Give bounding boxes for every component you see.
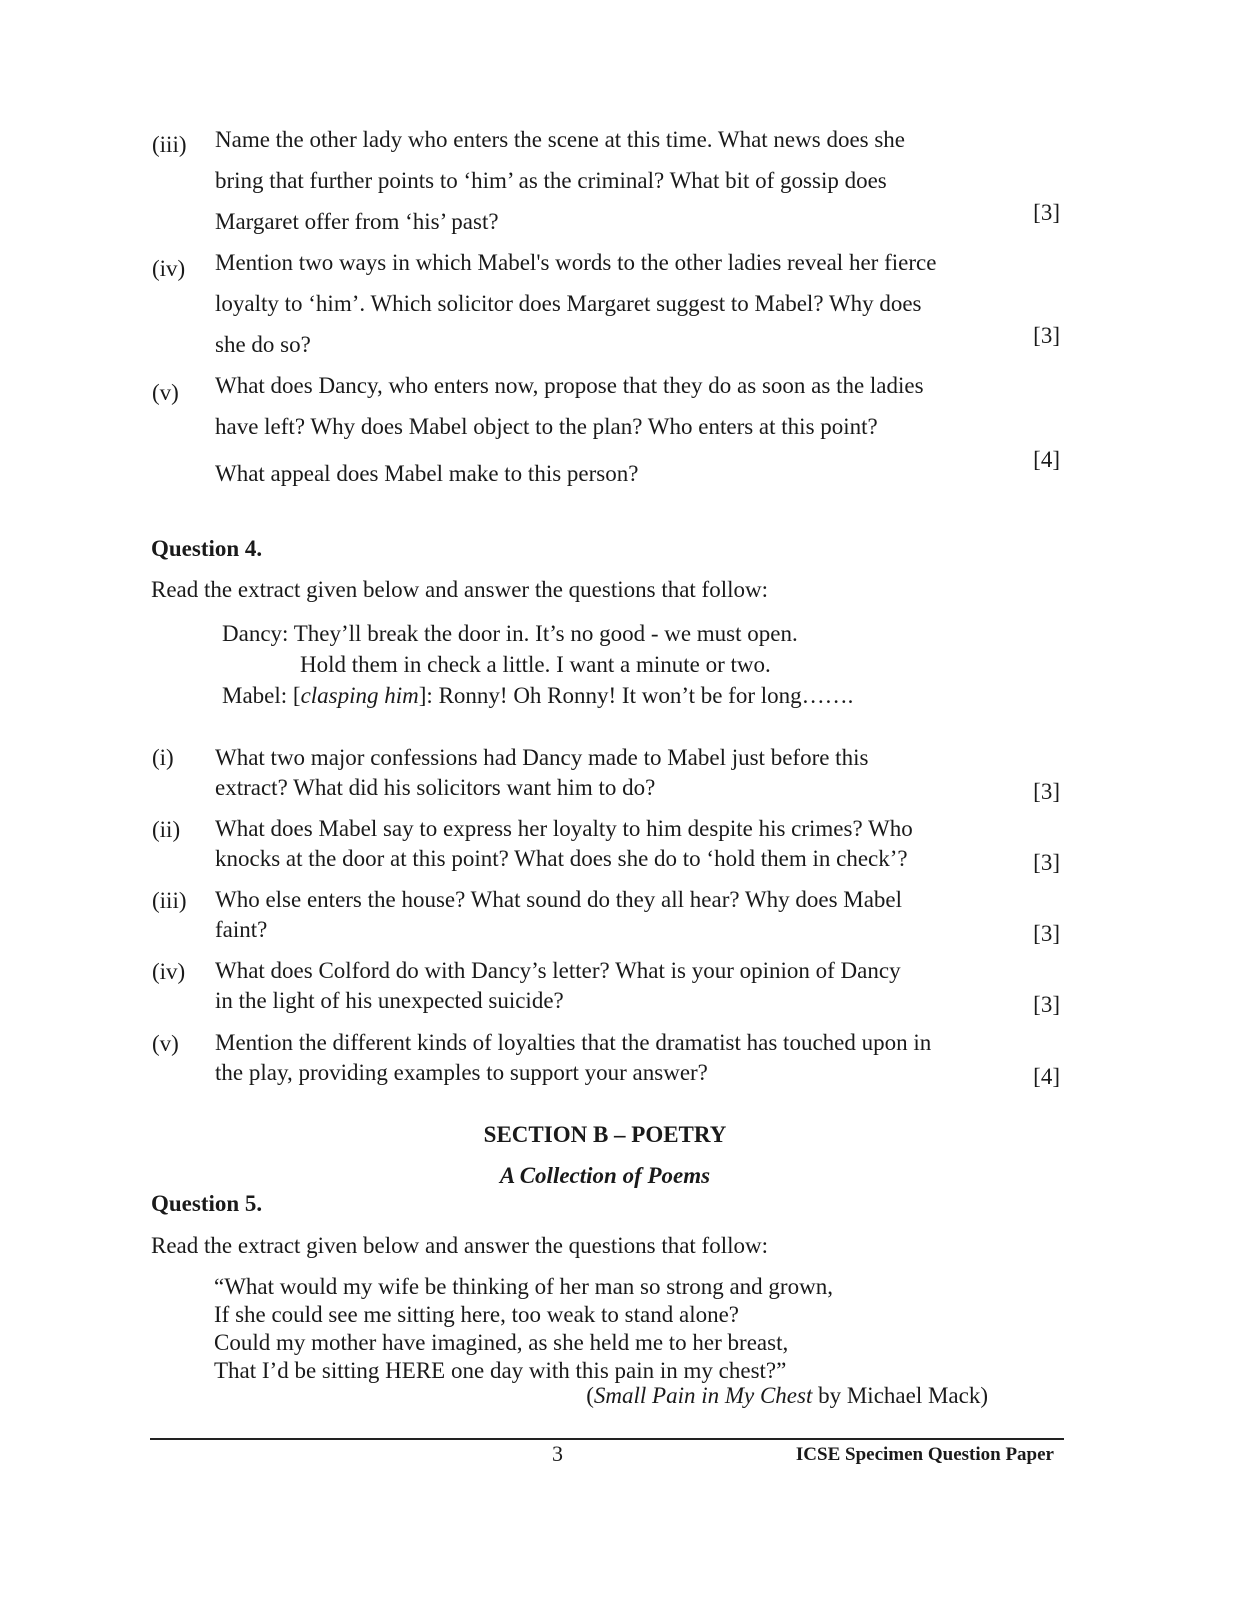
- question-5-heading: Question 5.: [151, 1191, 263, 1216]
- question-4-heading: Question 4.: [151, 536, 263, 561]
- footer-rule: [150, 1438, 1064, 1440]
- marks: [3]: [1033, 992, 1060, 1017]
- page-number: 3: [552, 1441, 563, 1466]
- item-text: What does Colford do with Dancy’s letter? What is your opinion of Dancy in the light of his unexpected suicide?: [215, 958, 901, 1013]
- poem-citation: (Small Pain in My Chest by Michael Mack): [586, 1383, 988, 1408]
- question-5-instruction: Read the extract given below and answer the questions that follow:: [151, 1233, 768, 1258]
- item-number: (v): [152, 380, 179, 405]
- item-number: (ii): [152, 817, 181, 842]
- marks: [3]: [1033, 850, 1060, 875]
- marks: [3]: [1033, 921, 1060, 946]
- footer-label: ICSE Specimen Question Paper: [795, 1444, 1054, 1465]
- item-number: (v): [152, 1031, 179, 1056]
- marks: [3]: [1033, 323, 1060, 348]
- item-text: Name the other lady who enters the scene at this time. What news does she bring that further points to ‘him’ as the criminal? What bit of gossip does Margaret offer from ‘his’ past?: [215, 127, 906, 234]
- section-title: SECTION B – POETRY: [483, 1122, 727, 1147]
- question-4-extract: Dancy: They’ll break the door in. It’s no good - we must open. Hold them in check a little. I want a minute or two. Mabel: [clasping him]: Ronny! Oh Ronny! It won’t be for long…….: [222, 621, 854, 708]
- section-subtitle: A Collection of Poems: [499, 1163, 711, 1188]
- poem-extract: “What would my wife be thinking of her man so strong and grown, If she could see me sitting here, too weak to stand alone? Could my mother have imagined, as she held me to her breast, That I’d be sitting HERE one day with this pain in my chest?”: [214, 1274, 833, 1383]
- item-number: (iii): [152, 132, 187, 157]
- marks: [4]: [1033, 447, 1060, 472]
- item-number: (iv): [152, 256, 186, 281]
- item-text: Who else enters the house? What sound do they all hear? Why does Mabel faint?: [215, 887, 903, 942]
- marks: [3]: [1033, 200, 1060, 225]
- item-text: Mention the different kinds of loyalties that the dramatist has touched upon in the play, providing examples to support your answer?: [215, 1030, 932, 1085]
- marks: [3]: [1033, 779, 1060, 804]
- item-text: Mention two ways in which Mabel's words to the other ladies reveal her fierce loyalty to ‘him’. Which solicitor does Margaret suggest to Mabel? Why does she do so?: [215, 250, 937, 357]
- item-text: What two major confessions had Dancy made to Mabel just before this extract? What did his solicitors want him to do?: [215, 745, 869, 800]
- item-text: What does Dancy, who enters now, propose that they do as soon as the ladies have left? Why does Mabel object to the plan? Who enters at this point? What appeal does Mabel make to this person?: [215, 373, 924, 486]
- item-number: (iii): [152, 888, 187, 913]
- item-number: (i): [152, 745, 174, 770]
- item-text: What does Mabel say to express her loyalty to him despite his crimes? Who knocks at the door at this point? What does she do to ‘hold them in check’?: [215, 816, 913, 871]
- marks: [4]: [1033, 1064, 1060, 1089]
- item-number: (iv): [152, 959, 186, 984]
- question-4-instruction: Read the extract given below and answer the questions that follow:: [151, 577, 768, 602]
